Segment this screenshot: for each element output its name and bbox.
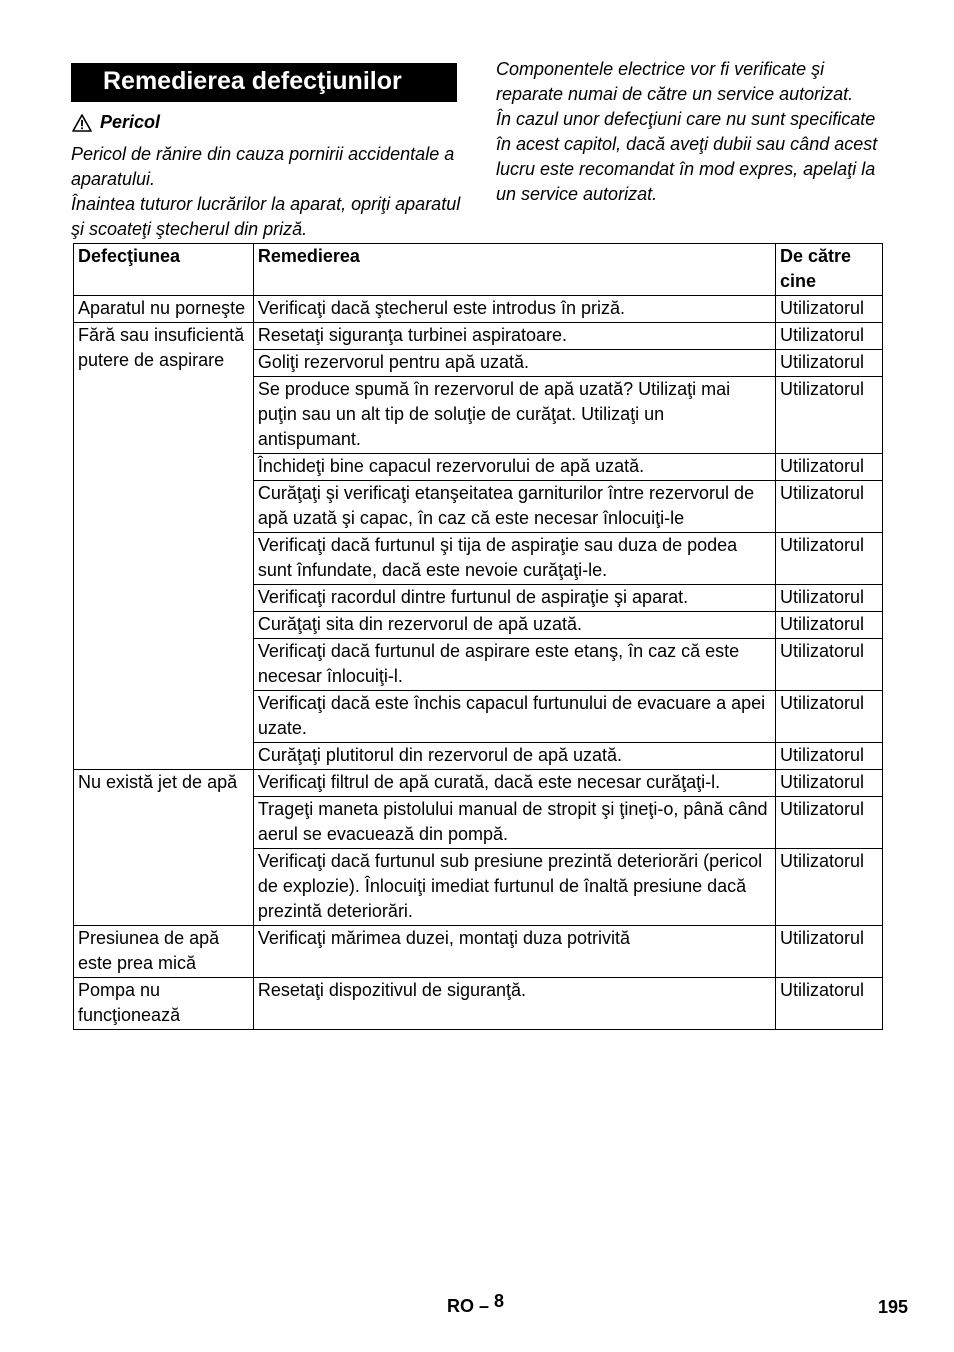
table-row bbox=[74, 296, 883, 323]
fault-cell: Nu există jet de apă bbox=[74, 770, 254, 926]
who-cell: Utilizatorul bbox=[776, 691, 883, 743]
remedy-cell: Trageţi maneta pistolului manual de stropit şi ţineţi-o, până când aerul se evacuează din pompă. bbox=[253, 797, 775, 849]
who-cell: Utilizatorul bbox=[776, 926, 883, 978]
who-cell: Utilizatorul bbox=[776, 481, 883, 533]
fault-cell: Aparatul nu porneşte bbox=[74, 296, 254, 323]
header-fault: Defecţiunea bbox=[74, 244, 254, 296]
remedy-cell: Verificaţi dacă furtunul şi tija de aspiraţie sau duza de podea sunt înfundate, dacă este nevoie curăţaţi-le. bbox=[253, 533, 775, 585]
remedy-cell: Curăţaţi şi verificaţi etanşeitatea garniturilor între rezervorul de apă uzată şi capac, în caz că este necesar înlocuiţi-le bbox=[253, 481, 775, 533]
danger-label: Pericol bbox=[100, 112, 161, 132]
who-cell: Utilizatorul bbox=[776, 323, 883, 350]
who-cell: Utilizatorul bbox=[776, 454, 883, 481]
table-header-row bbox=[74, 244, 883, 296]
fault-cell: Presiunea de apă este prea mică bbox=[74, 926, 254, 978]
who-cell: Utilizatorul bbox=[776, 797, 883, 849]
danger-paragraph: Înaintea tuturor lucrărilor la aparat, opriţi aparatul şi scoateţi ştecherul din priză. bbox=[71, 194, 461, 239]
remedy-cell: Verificaţi dacă ştecherul este introdus în priză. bbox=[253, 296, 775, 323]
remedy-cell: Verificaţi dacă furtunul de aspirare este etanş, în caz că este necesar înlocuiţi-l. bbox=[253, 639, 775, 691]
remedy-cell: Verificaţi mărimea duzei, montaţi duza potrivită bbox=[253, 926, 775, 978]
danger-notice bbox=[72, 112, 160, 133]
header-remedy: Remedierea bbox=[253, 244, 775, 296]
footer-section-page: 8 bbox=[494, 1291, 505, 1311]
remedy-cell: Resetaţi dispozitivul de siguranţă. bbox=[253, 978, 775, 1030]
footer-lang: RO bbox=[447, 1296, 474, 1316]
remedy-cell: Resetaţi siguranţa turbinei aspiratoare. bbox=[253, 323, 775, 350]
remedy-cell: Închideţi bine capacul rezervorului de apă uzată. bbox=[253, 454, 775, 481]
remedy-cell: Verificaţi dacă furtunul sub presiune prezintă deteriorări (pericol de explozie). Înlocuiţi imediat furtunul de înaltă presiune dacă prezintă deteriorări. bbox=[253, 849, 775, 926]
remedy-cell: Curăţaţi sita din rezervorul de apă uzată. bbox=[253, 612, 775, 639]
who-cell: Utilizatorul bbox=[776, 743, 883, 770]
danger-paragraph: Pericol de rănire din cauza pornirii accidentale a aparatului. bbox=[71, 144, 455, 189]
who-cell: Utilizatorul bbox=[776, 770, 883, 797]
remedy-cell: Verificaţi dacă este închis capacul furtunului de evacuare a apei uzate. bbox=[253, 691, 775, 743]
table-row bbox=[74, 323, 883, 350]
fault-cell: Pompa nu funcţionează bbox=[74, 978, 254, 1030]
remedy-cell: Verificaţi filtrul de apă curată, dacă este necesar curăţaţi-l. bbox=[253, 770, 775, 797]
who-cell: Utilizatorul bbox=[776, 585, 883, 612]
table-row bbox=[74, 770, 883, 797]
remedy-cell: Goliţi rezervorul pentru apă uzată. bbox=[253, 350, 775, 377]
danger-text bbox=[71, 142, 461, 242]
footer-dash: – bbox=[479, 1296, 490, 1316]
section-heading: Remedierea defecţiunilor bbox=[103, 67, 402, 95]
who-cell: Utilizatorul bbox=[776, 377, 883, 454]
table-row bbox=[74, 978, 883, 1030]
who-cell: Utilizatorul bbox=[776, 612, 883, 639]
who-cell: Utilizatorul bbox=[776, 639, 883, 691]
section-heading-bar bbox=[71, 63, 457, 102]
intro-text bbox=[496, 57, 888, 207]
remedy-cell: Verificaţi racordul dintre furtunul de aspiraţie şi aparat. bbox=[253, 585, 775, 612]
who-cell: Utilizatorul bbox=[776, 849, 883, 926]
warning-triangle-icon bbox=[72, 114, 92, 132]
who-cell: Utilizatorul bbox=[776, 533, 883, 585]
who-cell: Utilizatorul bbox=[776, 978, 883, 1030]
table-row bbox=[74, 926, 883, 978]
remedy-cell: Curăţaţi plutitorul din rezervorul de apă uzată. bbox=[253, 743, 775, 770]
remedy-cell: Se produce spumă în rezervorul de apă uzată? Utilizaţi mai puţin sau un alt tip de soluţie de curăţat. Utilizaţi un antispumant. bbox=[253, 377, 775, 454]
who-cell: Utilizatorul bbox=[776, 350, 883, 377]
intro-paragraph: În cazul unor defecţiuni care nu sunt specificate în acest capitol, dacă aveţi dubii sau când acest lucru este recomandat în mod expres, apelaţi la un service autorizat. bbox=[496, 109, 878, 204]
fault-cell: Fără sau insuficientă putere de aspirare bbox=[74, 323, 254, 770]
page-number: 195 bbox=[878, 1297, 909, 1317]
footer-section-label bbox=[447, 1291, 505, 1317]
header-who: De către cine bbox=[776, 244, 883, 296]
who-cell: Utilizatorul bbox=[776, 296, 883, 323]
troubleshooting-table bbox=[73, 243, 883, 1030]
intro-paragraph: Componentele electrice vor fi verificate şi reparate numai de către un service autorizat. bbox=[496, 59, 854, 104]
